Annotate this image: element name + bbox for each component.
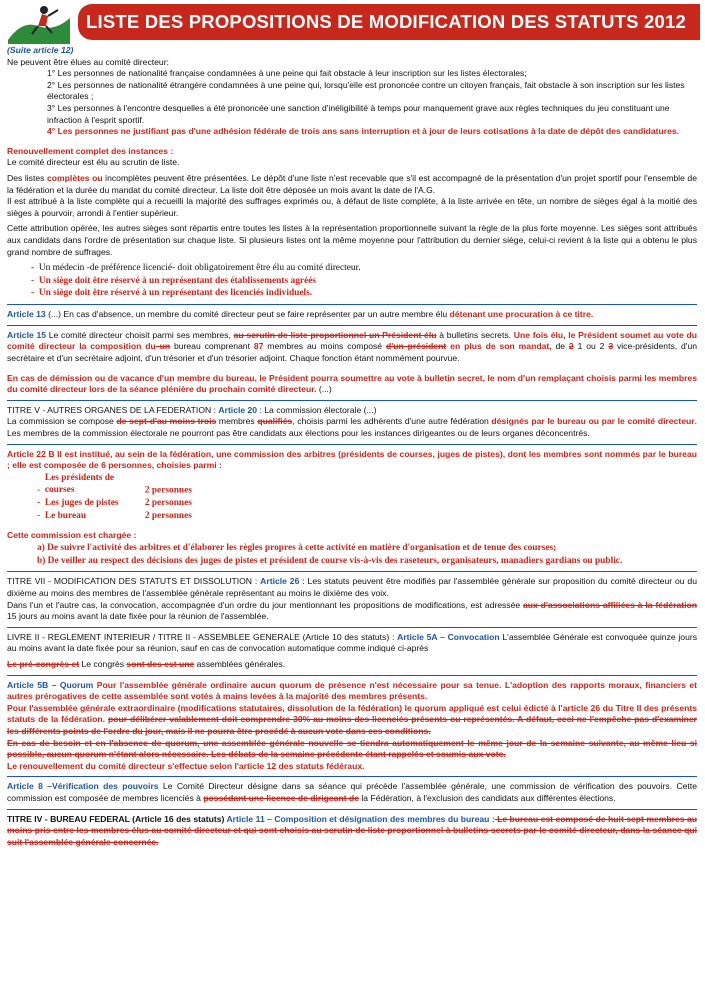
renewal-para-1: Des listes complètes ou incomplètes peuvent être présentées. Le dépôt d'une liste n'est recevable que s'il est accompagné de la présentation d'un projet sportif pour l'ensemble de la fédération et la durée du mandat du comité directeur. La liste doit être déposée un mois avant la date de l'A.G. [7,172,697,195]
article-15: Article 15 Le comité directeur choisit parmi ses membres, au scrutin de liste proportionnel un Président élu à bulletins secrets. Une fois élu, le Président soumet au vote du comité directeur la composition du un bureau comprenant 87 membres au moins composé d'un président en plus de son mandat, de 2 1 ou 2 3 vice-présidents, d'un secrétaire et d'un secrétaire adjoint, d'un trésorier et d'un trésorier adjoint. Chaque fonction étant nommément pourvue. [7,329,697,363]
suite-label: (Suite article 12) [7,45,74,55]
article-5b-renouvellement: Le renouvellement du comité directeur s'effectue selon l'article 12 des statuts fédéraux. [7,760,365,771]
member-row-presidents: - Les présidents de courses 2 personnes [37,472,192,496]
seat-bullet-3: - Un siège doit être réservé à un représentant des licenciés individuels. [31,288,313,299]
article-5b: Article 5B – Quorum Pour l'assemblée générale ordinaire aucun quorum de présence n'est nécessaire pour sa tenue. L'adoption des rapports moraux, financiers et autres prérogatives de cette assemblée sont votés à mains levées à la majorité des membres présents. [7,679,697,702]
ineligible-item-3: 3° Les personnes à l'encontre desquelles a été prononcée une sanction d'inéligibilité à temps pour manquement grave aux règles techniques du jeu constituant une infraction à l'esprit sportif. [47,102,670,125]
renewal-title: Renouvellement complet des instances : [7,145,174,156]
divider [7,400,697,401]
article-20-body: La commission se compose de sept-d'au moins trois membres qualifiés, choisis parmi les adhérents d'une autre fédération désignés par le bureau ou par le comité directeur. Les membres de la commission électorale ne pourront pas être candidats aux élections pour les instances dirigeantes ou de leurs organes déconcentrés. [7,416,697,438]
renewal-para-3: Cette attribution opérée, les autres sièges sont répartis entre toutes les listes à la représentation proportionnelle suivant la règle de la plus forte moyenne. Les sièges sont attribués aux candidats dans l'ordre de présentation sur chaque liste. Si plusieurs listes ont la même moyenne pour l'attribution du dernier siège, celui-ci revient à la liste qui a obtenu le plus grand nombre de suffrages. [7,223,697,257]
logo-icon [4,0,74,44]
seat-bullet-2: - Un siège doit être réservé à un représentant des établissements agréés [31,275,317,286]
ineligible-item-1: 1° Les personnes de nationalité française condamnées à une peine qui fait obstacle à leur inscription sur les listes électorales; [47,68,527,79]
divider [7,776,697,777]
article-15-vacancy: En cas de démission ou de vacance d'un membre du bureau, le Président pourra soumettre au vote à bulletin secret, le nom d'un remplaçant choisis parmi les membres du comité directeur lors de la séance plénière du prochain comité directeur. (...) [7,372,697,395]
renewal-para-2: Il est attribué à la liste complète qui a recueilli la majorité des suffrages exprimés ou, à défaut de liste complète, à la liste arrivée en tête, un nombre de sièges égal à la moitié des sièges à pourvoir, arrondi à l'entier supérieur. [7,196,697,218]
commission-charge-title: Cette commission est chargée : [7,530,137,541]
divider [7,627,697,628]
renewal-line: Le comité directeur est élu au scrutin de liste. [7,157,180,168]
ineligible-item-4: 4° Les personnes ne justifiant pas d'une adhésion fédérale de trois ans sans interruption et à jour de leurs cotisations à la date de dépôt des candidatures. [47,126,680,137]
article-13: Article 13 (...) En cas d'absence, un membre du comité directeur peut se faire représenter par un autre membre élu détenant une procuration à ce titre. [7,309,594,320]
document-body [7,45,697,848]
page-title: LISTE DES PROPOSITIONS DE MODIFICATION DES STATUTS 2012 [78,4,700,40]
divider [7,444,697,445]
divider [7,675,697,676]
member-row-juges: - Les juges de pistes 2 personnes [37,498,192,509]
article-26: TITRE VII - MODIFICATION DES STATUTS ET DISSOLUTION : Article 26 : Les statuts peuvent être modifiés par l'assemblée générale sur proposition du comité directeur ou du dixième au moins des membres de l'assemblée générale représentant au moins le dixième des voix. [7,576,697,598]
ineligible-intro: Ne peuvent être élues au comité directeur: [7,56,169,67]
commission-charge-b: b) De veiller au respect des décisions des juges de pistes et président de course vis-à-vis des raseteurs, organisateurs, manadiers gardians ou public. [37,555,623,566]
seat-bullet-1: - Un médecin -de préférence licencié- doit obligatoirement être élu au comité directeur. [31,263,361,274]
member-row-bureau: - Le bureau 2 personnes [37,510,192,521]
ineligible-item-2: 2° Les personnes de nationalité étrangère condamnées à une peine qui, lorsqu'elle est prononcée contre un citoyen français, fait obstacle à son inscription sur les listes électorales ; [47,79,685,102]
article-26-convocation: Dans l'un et l'autre cas, la convocation, accompagnée d'un ordre du jour mentionnant les propositions de modifications, est adressée aux d'associations affiliées à la fédération 15 jours au moins avant la date fixée pour la réunion de l'assemblée. [7,599,697,622]
article-8: Article 8 –Vérification des pouvoirs Le Comité Directeur désigne dans sa séance qui précède l'assemblée générale, une commission de vérification des pouvoirs. Cette commission est composée de membres licenciés à possédant une licence de dirigeant de la Fédération, à l'exclusion des candidats aux différentes élections. [7,781,697,803]
article-11: TITRE IV - BUREAU FEDERAL (Article 16 des statuts) Article 11 – Composition et désignation des membres du bureau : Le bureau est composé de huit sept membres au moins pris entre les membres élus au comité directeur et qui sont choisis au scrutin de liste proportionnel à bulletins secrets par le comité directeur, dans la séance qui suit l'assemblée générale concernée. [7,813,697,847]
article-5b-quorum-absence: En cas de besoin et en l'absence de quorum, une assemblée générale nouvelle se tiendra automatiquement le même jour de la semaine suivante, au même lieu si possible, aucun quorum n'étant alors nécessaire. Les débats de la semaine précédente étant rappelés et soumis aux vote. [7,737,697,760]
divider [7,304,697,305]
article-22-intro: Article 22 B Il est institué, au sein de la fédération, une commission des arbitres (présidents de courses, juges de pistes), dont les membres sont nommés par le bureau ; elle est composée de 6 personnes, choisies parmi : [7,448,697,471]
divider [7,325,697,326]
article-5b-extraordinaire: Pour l'assemblée générale extraordinaire (modifications statutaires, dissolution de la fédération) le quorum appliqué est celui édicté à l'article 26 du Titre II des présents statuts de la fédération. pour délibérer valablement doit comprendre 30% au moins des licenciés présents ou représentés. A défaut, ceci ne l'empêche pas d'examiner les différents points de l'ordre du jour, mais il ne pourra être procédé à aucun vote dans ces conditions. [7,702,697,736]
divider [7,809,697,810]
divider [7,571,697,572]
article-20-heading: TITRE V - AUTRES ORGANES DE LA FEDERATION : Article 20 : La commission électorale (...) [7,404,377,415]
commission-charge-a: a) De suivre l'activité des arbitres et d'élaborer les règles propres à cette activité en matière d'organisation et de tenue des courses; [37,543,557,554]
article-5a: LIVRE II - REGLEMENT INTERIEUR / TITRE II - ASSEMBLEE GENERALE (Article 10 des statuts) : Article 5A – Convocation L'assemblée Générale est convoquée quinze jours au moins avant la date fixée pour sa réunion, sauf en cas de convocation automatique comme indiqué ci-après [7,631,698,654]
article-5a-congres: Le pré-congrès et Le congrès sont des est une assemblées générales. [7,658,285,669]
